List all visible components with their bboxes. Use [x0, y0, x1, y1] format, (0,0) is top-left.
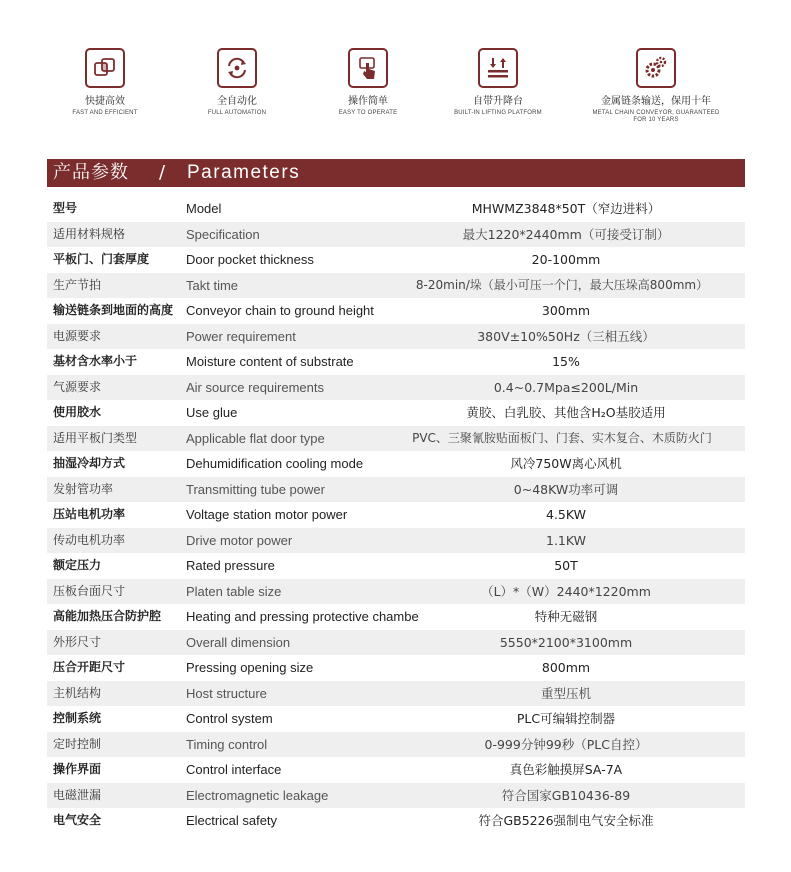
- param-label-en: Overall dimension: [186, 634, 291, 650]
- feature-easy: [293, 48, 443, 117]
- param-value: 50T: [554, 558, 578, 573]
- param-label-zh: 控制系统: [53, 711, 102, 725]
- param-label-en: Model: [186, 201, 222, 216]
- table-row: [47, 681, 745, 707]
- feature-strip: [40, 48, 760, 148]
- param-label-en: Applicable flat door type: [186, 430, 325, 446]
- param-value: PVC、三聚氰胺贴面板门、门套、实木复合、木质防火门: [412, 430, 712, 445]
- feature-automation-subtitle: FULL AUTOMATION: [207, 110, 267, 116]
- param-value: 0~48KW功率可调: [513, 481, 619, 497]
- param-label-zh: 额定压力: [53, 558, 102, 572]
- hand-press-icon: [348, 48, 388, 88]
- param-value: MHWMZ3848*50T（窄边进料）: [471, 201, 661, 216]
- param-value: 380V±10%50Hz（三相五线）: [477, 328, 655, 344]
- table-row: [47, 451, 745, 477]
- table-row: [47, 630, 745, 656]
- feature-easy-title: 操作简单: [348, 96, 388, 107]
- param-value: 特种无磁钢: [534, 609, 598, 624]
- param-value: 1.1KW: [546, 532, 586, 548]
- param-value: 5550*2100*3100mm: [499, 634, 633, 650]
- feature-fast-subtitle: FAST AND EFFICIENT: [72, 110, 138, 116]
- table-row: [47, 349, 745, 375]
- param-label-en: Heating and pressing protective chambe: [186, 609, 419, 624]
- parameters-banner: [47, 159, 745, 187]
- feature-fast: [30, 48, 180, 117]
- table-row: [47, 655, 745, 681]
- param-label-en: Control system: [186, 711, 273, 726]
- table-row: [47, 553, 745, 579]
- table-row: [47, 604, 745, 630]
- param-value: 300mm: [541, 303, 591, 318]
- param-label-zh: 压站电机功率: [53, 507, 126, 521]
- banner-title-en: Parameters: [187, 162, 301, 183]
- table-row: [47, 298, 745, 324]
- param-label-zh: 定时控制: [53, 736, 102, 751]
- param-label-zh: 外形尺寸: [53, 634, 102, 649]
- param-value: 0.4~0.7Mpa≤200L/Min: [493, 379, 639, 395]
- param-label-zh: 发射管功率: [53, 481, 114, 496]
- table-row: [47, 808, 745, 834]
- param-value: 符合GB5226强制电气安全标准: [478, 813, 654, 828]
- param-label-en: Door pocket thickness: [186, 252, 314, 267]
- param-value: （L）*（W）2440*1220mm: [481, 583, 651, 599]
- param-label-zh: 使用胶水: [53, 405, 102, 419]
- param-label-zh: 抽湿冷却方式: [53, 456, 126, 470]
- squares-icon: [85, 48, 125, 88]
- param-value: 真色彩触摸屏SA-7A: [509, 762, 623, 777]
- param-value: 风冷750W离心风机: [510, 456, 622, 471]
- param-value: 800mm: [541, 660, 591, 675]
- param-label-en: Takt time: [186, 277, 239, 293]
- param-value: 8-20min/垛（最小可压一个门，最大压垛高800mm）: [415, 277, 709, 292]
- table-row: [47, 426, 745, 452]
- param-label-en: Drive motor power: [186, 532, 293, 548]
- table-row: [47, 400, 745, 426]
- param-label-en: Electromagnetic leakage: [186, 787, 329, 803]
- param-label-zh: 传动电机功率: [53, 532, 126, 547]
- table-row: [47, 528, 745, 554]
- feature-chain-title: 金属链条输送，保用十年: [601, 96, 711, 107]
- param-label-en: Platen table size: [186, 583, 282, 599]
- param-label-zh: 适用平板门类型: [53, 430, 138, 445]
- table-row: [47, 502, 745, 528]
- param-value: 0-999分钟99秒（PLC自控）: [484, 736, 648, 752]
- param-label-zh: 操作界面: [53, 762, 102, 776]
- table-row: [47, 375, 745, 401]
- table-row: [47, 196, 745, 222]
- table-row: [47, 477, 745, 503]
- param-value: 4.5KW: [546, 507, 586, 522]
- param-label-en: Voltage station motor power: [186, 507, 348, 522]
- param-value: 重型压机: [540, 685, 591, 701]
- param-label-en: Use glue: [186, 405, 238, 420]
- auto-cycle-icon: [217, 48, 257, 88]
- param-value: 最大1220*2440mm（可接受订制）: [462, 226, 670, 242]
- lift-platform-icon: [478, 48, 518, 88]
- feature-lift-subtitle: BUILT-IN LIFTING PLATFORM: [454, 110, 542, 116]
- table-row: [47, 273, 745, 299]
- param-label-en: Transmitting tube power: [186, 481, 325, 497]
- param-value: 黄胶、白乳胶、其他含H₂O基胶适用: [466, 405, 666, 420]
- table-row: [47, 783, 745, 809]
- param-label-zh: 压合开距尺寸: [53, 660, 126, 674]
- gears-icon: [636, 48, 676, 88]
- table-row: [47, 222, 745, 248]
- param-label-zh: 压板台面尺寸: [53, 583, 126, 598]
- param-label-en: Specification: [186, 226, 260, 242]
- param-label-zh: 高能加热压合防护腔: [53, 609, 162, 623]
- param-label-zh: 生产节拍: [53, 277, 102, 292]
- param-label-zh: 气源要求: [53, 379, 102, 394]
- param-value: 20-100mm: [531, 252, 601, 267]
- param-label-en: Dehumidification cooling mode: [186, 456, 364, 471]
- param-label-en: Moisture content of substrate: [186, 354, 354, 369]
- param-label-zh: 电磁泄漏: [53, 787, 102, 802]
- param-label-en: Electrical safety: [186, 813, 278, 828]
- feature-fast-title: 快捷高效: [85, 96, 125, 107]
- table-row: [47, 706, 745, 732]
- param-value: PLC可编辑控制器: [516, 711, 616, 726]
- table-row: [47, 579, 745, 605]
- param-label-zh: 输送链条到地面的高度: [53, 303, 174, 317]
- feature-lift: [423, 48, 573, 117]
- param-label-en: Rated pressure: [186, 558, 275, 573]
- param-label-zh: 基材含水率小于: [53, 354, 138, 368]
- table-row: [47, 324, 745, 350]
- banner-separator: /: [159, 162, 166, 183]
- param-label-zh: 型号: [53, 201, 78, 215]
- table-row: [47, 757, 745, 783]
- param-label-zh: 主机结构: [53, 685, 102, 700]
- param-value: 符合国家GB10436-89: [501, 787, 631, 803]
- param-label-en: Conveyor chain to ground height: [186, 303, 374, 318]
- param-label-zh: 电源要求: [53, 328, 102, 343]
- feature-automation-title: 全自动化: [217, 96, 257, 107]
- param-label-en: Host structure: [186, 685, 267, 701]
- param-label-en: Control interface: [186, 762, 282, 777]
- param-label-en: Air source requirements: [186, 379, 324, 395]
- feature-chain-subtitle: METAL CHAIN CONVEYOR, GUARANTEED FOR 10 YEARS: [592, 110, 720, 123]
- param-label-zh: 平板门、门套厚度: [53, 252, 150, 266]
- param-label-zh: 适用材料规格: [53, 226, 126, 241]
- feature-easy-subtitle: EASY TO OPERATE: [338, 110, 398, 116]
- table-row: [47, 732, 745, 758]
- param-label-en: Power requirement: [186, 328, 296, 344]
- feature-chain: [576, 48, 736, 124]
- param-label-en: Timing control: [186, 736, 268, 752]
- param-label-zh: 电气安全: [53, 813, 102, 827]
- param-value: 15%: [552, 354, 580, 369]
- parameter-table: [47, 196, 745, 834]
- feature-lift-title: 自带升降台: [473, 96, 523, 107]
- banner-title-zh: 产品参数: [53, 162, 129, 183]
- feature-automation: [162, 48, 312, 117]
- param-label-en: Pressing opening size: [186, 660, 314, 675]
- table-row: [47, 247, 745, 273]
